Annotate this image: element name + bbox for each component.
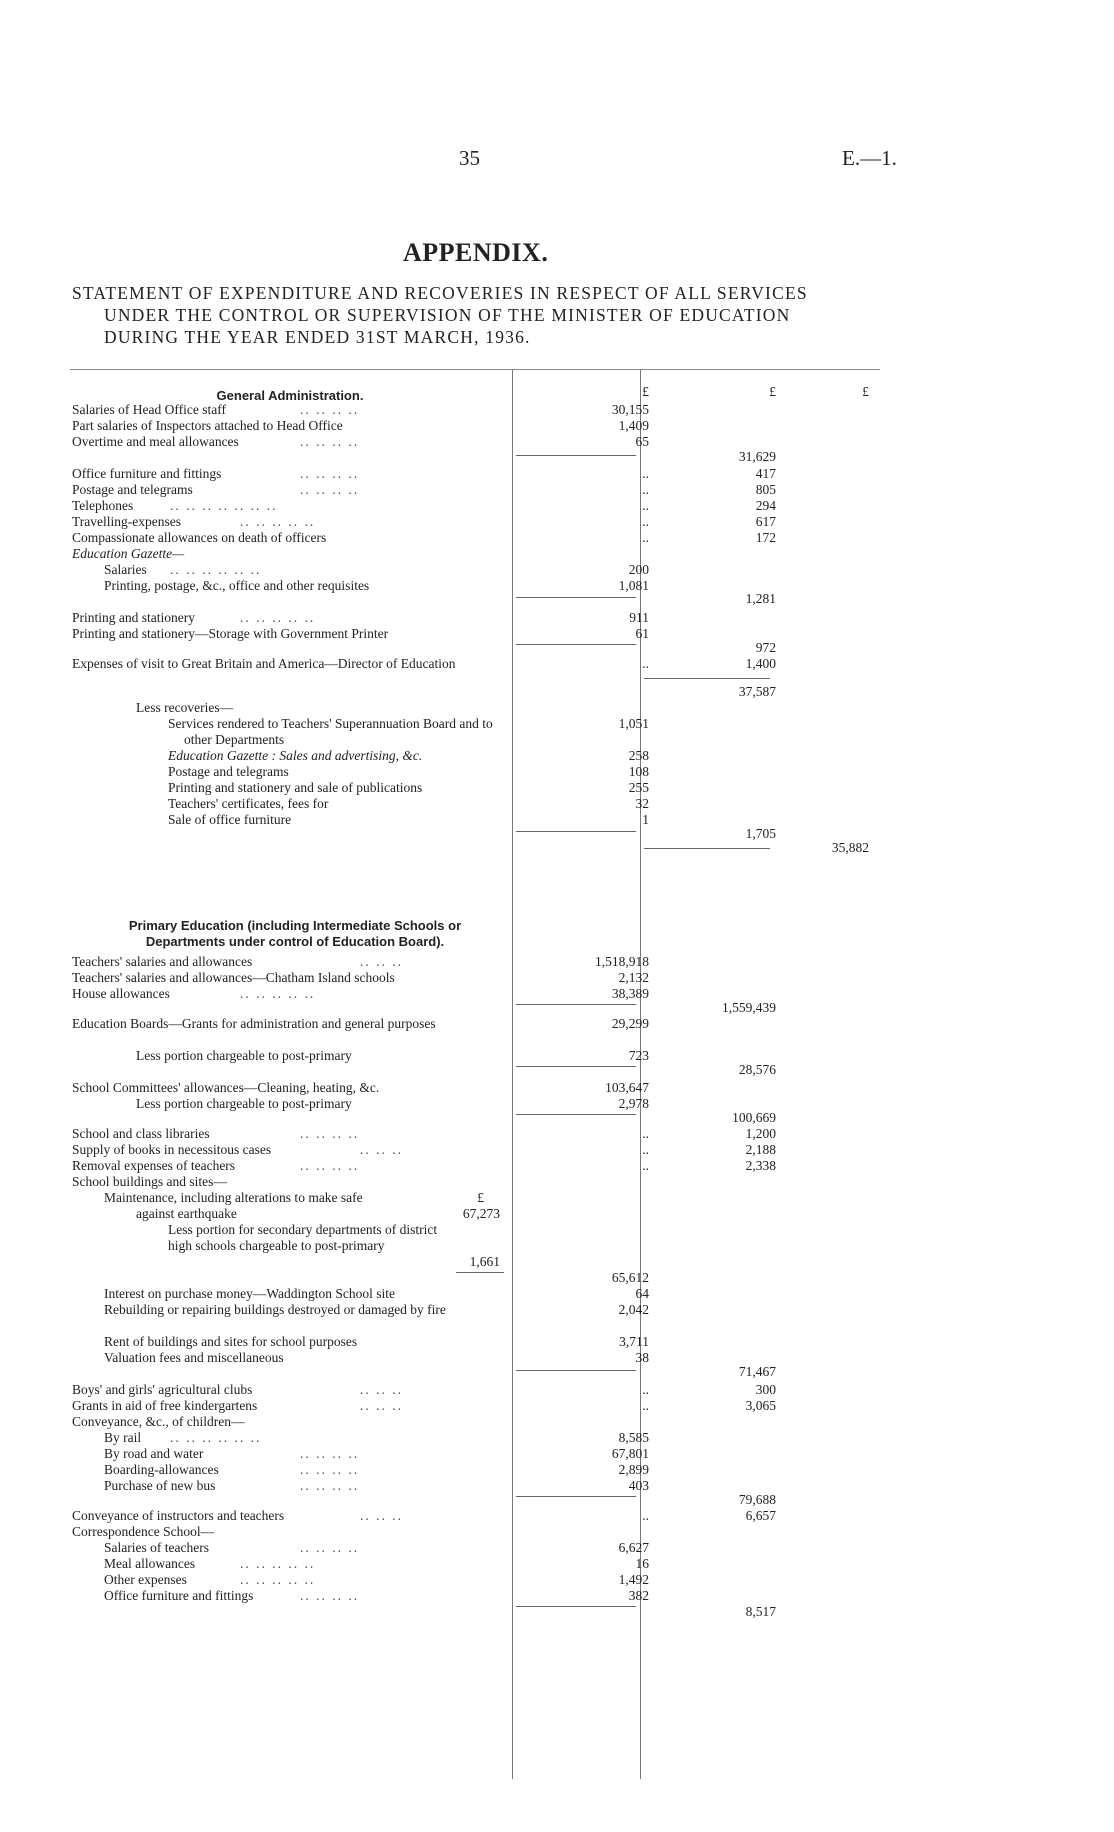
value-agricultural-clubs-c1: ..	[642, 1382, 649, 1397]
label-head-office-salaries: Salaries of Head Office staff	[72, 402, 226, 417]
dot-leader: .. .. .. ..	[300, 434, 360, 449]
dot-leader: .. .. .. ..	[300, 466, 360, 481]
subtotal-correspondence: 8,517	[745, 1604, 776, 1619]
value-fire-rebuilding: 2,042	[618, 1302, 649, 1317]
label-superannuation-services: Services rendered to Teachers' Superannuation Board and to other Departments	[168, 716, 493, 747]
dot-leader: .. .. .. ..	[300, 1540, 360, 1555]
label-recovery-publications: Printing and stationery and sale of publications	[168, 780, 423, 795]
dot-leader: .. .. .. ..	[300, 482, 360, 497]
value-committees-allowances: 103,647	[605, 1080, 649, 1095]
page-title: APPENDIX.	[403, 238, 549, 267]
value-new-bus: 403	[628, 1478, 649, 1493]
value-chatham-salaries: 2,132	[618, 970, 649, 985]
value-board-less-post-primary: 723	[628, 1048, 649, 1063]
statement-line-1: STATEMENT OF EXPENDITURE AND RECOVERIES IN RESPECT OF ALL SERVICES	[72, 283, 808, 303]
column-rule-1	[512, 369, 513, 1779]
value-house-allowances: 38,389	[611, 986, 649, 1001]
dot-leader: .. .. .. ..	[300, 402, 360, 417]
label-kindergartens: Grants in aid of free kindergartens	[72, 1398, 258, 1413]
label-board-less-post-primary: Less portion chargeable to post-primary	[136, 1048, 352, 1063]
inner-subtotal-rule	[456, 1272, 504, 1273]
value-travelling: 617	[755, 514, 776, 529]
value-printing-stationery: 911	[629, 610, 649, 625]
subtotal-board-grants: 28,576	[738, 1062, 776, 1077]
label-printing-stationery: Printing and stationery	[72, 610, 195, 625]
dot-leader: .. .. .. .. .. ..	[170, 1430, 262, 1445]
subtotal-rule	[516, 1606, 636, 1607]
value-recovery-postage: 108	[628, 764, 649, 779]
value-kindergartens: 3,065	[745, 1398, 776, 1413]
label-valuation-fees: Valuation fees and miscellaneous	[104, 1350, 284, 1365]
value-committees-less-post-primary: 2,978	[618, 1096, 649, 1111]
label-recovery-certificates: Teachers' certificates, fees for	[168, 796, 329, 811]
section-heading-primary-education: Primary Education (including Intermediate Schools or Departments under control of Education Board).	[128, 918, 462, 949]
value-gazette-salaries: 200	[628, 562, 649, 577]
label-chatham-salaries: Teachers' salaries and allowances—Chatham Island schools	[72, 970, 395, 985]
label-waddington-interest: Interest on purchase money—Waddington School site	[104, 1286, 395, 1301]
subtotal-rule	[516, 831, 636, 832]
currency-head-3: £	[862, 384, 869, 399]
label-cs-other: Other expenses	[104, 1572, 187, 1587]
label-house-allowances: House allowances	[72, 986, 170, 1001]
label-postage: Postage and telegrams	[72, 482, 193, 497]
label-new-bus: Purchase of new bus	[104, 1478, 216, 1493]
value-compassionate: 172	[755, 530, 776, 545]
label-travelling: Travelling-expenses	[72, 514, 181, 529]
label-maintenance: Maintenance, including alterations to make safe	[104, 1190, 363, 1205]
value-gazette-printing: 1,081	[618, 578, 649, 593]
label-teachers-salaries: Teachers' salaries and allowances	[72, 954, 253, 969]
dot-leader: .. .. ..	[360, 1142, 403, 1157]
label-agricultural-clubs: Boys' and girls' agricultural clubs	[72, 1382, 253, 1397]
label-fire-rebuilding: Rebuilding or repairing buildings destroyed or damaged by fire	[104, 1302, 446, 1317]
subtotal-rule	[516, 455, 636, 456]
value-cs-meal: 16	[635, 1556, 649, 1571]
dot-leader: .. .. ..	[360, 1508, 403, 1523]
label-boarding-allowances: Boarding-allowances	[104, 1462, 219, 1477]
label-correspondence-school: Correspondence School—	[72, 1524, 215, 1539]
label-removal-expenses: Removal expenses of teachers	[72, 1158, 236, 1173]
label-conveyance-instructors: Conveyance of instructors and teachers	[72, 1508, 285, 1523]
value-removal-expenses-c1: ..	[642, 1158, 649, 1173]
dot-leader: .. .. .. .. ..	[240, 1556, 316, 1571]
label-rent-buildings: Rent of buildings and sites for school purposes	[104, 1334, 358, 1349]
value-cs-other: 1,492	[618, 1572, 649, 1587]
value-teachers-salaries: 1,518,918	[595, 954, 649, 969]
inner-currency: £	[477, 1190, 484, 1205]
label-conveyance-children: Conveyance, &c., of children—	[72, 1414, 245, 1429]
value-cs-salaries: 6,627	[618, 1540, 649, 1555]
dot-leader: .. .. .. .. ..	[240, 514, 316, 529]
currency-head-2: £	[769, 384, 776, 399]
label-director-visit: Expenses of visit to Great Britain and America—Director of Education	[72, 656, 456, 671]
label-overtime-meal: Overtime and meal allowances	[72, 434, 239, 449]
label-cs-meal: Meal allowances	[104, 1556, 196, 1571]
subtotal-conveyance: 79,688	[738, 1492, 776, 1507]
subtotal-rule	[516, 1066, 636, 1067]
value-travelling-c1: ..	[642, 514, 649, 529]
value-necessitous-books: 2,188	[745, 1142, 776, 1157]
value-telephones: 294	[755, 498, 776, 513]
value-rent-buildings: 3,711	[619, 1334, 649, 1349]
dot-leader: .. .. .. ..	[300, 1462, 360, 1477]
dot-leader: .. .. .. .. ..	[240, 610, 316, 625]
label-school-libraries: School and class libraries	[72, 1126, 210, 1141]
dot-leader: .. .. .. ..	[300, 1588, 360, 1603]
dot-leader: .. .. ..	[360, 1382, 403, 1397]
subtotal-maintenance: 65,612	[611, 1270, 649, 1285]
value-by-rail: 8,585	[618, 1430, 649, 1445]
value-director-visit: 1,400	[745, 656, 776, 671]
dot-leader: .. .. ..	[360, 954, 403, 969]
value-valuation-fees: 38	[635, 1350, 649, 1365]
label-recovery-postage: Postage and telegrams	[168, 764, 289, 779]
label-gazette-printing: Printing, postage, &c., office and other requisites	[104, 578, 370, 593]
total-recoveries: 1,705	[745, 826, 776, 841]
subtotal-teachers: 1,559,439	[722, 1000, 776, 1015]
dot-leader: .. .. .. ..	[300, 1478, 360, 1493]
value-school-libraries: 1,200	[745, 1126, 776, 1141]
label-committees-less-post-primary: Less portion chargeable to post-primary	[136, 1096, 352, 1111]
dot-leader: .. .. .. .. .. ..	[170, 562, 262, 577]
value-printing-storage: 61	[635, 626, 649, 641]
gross-total-rule	[644, 678, 770, 679]
value-school-libraries-c1: ..	[642, 1126, 649, 1141]
dot-leader: .. .. .. .. ..	[240, 986, 316, 1001]
value-waddington-interest: 64	[635, 1286, 649, 1301]
value-recovery-certificates: 32	[635, 796, 649, 811]
section-heading-general-administration: General Administration.	[216, 388, 364, 403]
gross-total-general: 37,587	[738, 684, 776, 699]
value-secondary-departments-less: 1,661	[469, 1254, 500, 1269]
table-top-rule	[70, 369, 880, 370]
value-cs-furniture: 382	[628, 1588, 649, 1603]
subtotal-rule	[516, 644, 636, 645]
value-necessitous-books-c1: ..	[642, 1142, 649, 1157]
value-agricultural-clubs: 300	[755, 1382, 776, 1397]
value-maintenance-earthquake: 67,273	[462, 1206, 500, 1221]
label-less-recoveries: Less recoveries—	[136, 700, 234, 715]
statement-line-3: DURING THE YEAR ENDED 31ST MARCH, 1936.	[104, 327, 531, 347]
value-overtime-meal: 65	[635, 434, 649, 449]
label-gazette-sales: Education Gazette : Sales and advertising, &c.	[168, 748, 423, 763]
dot-leader: .. .. .. ..	[300, 1446, 360, 1461]
label-buildings-sites: School buildings and sites—	[72, 1174, 227, 1189]
currency-head-1: £	[642, 384, 649, 399]
label-inspectors-salaries: Part salaries of Inspectors attached to Head Office	[72, 418, 343, 433]
subtotal-staff: 31,629	[738, 449, 776, 464]
label-committees-allowances: School Committees' allowances—Cleaning, heating, &c.	[72, 1080, 380, 1095]
dot-leader: .. .. ..	[360, 1398, 403, 1413]
value-postage-c1: ..	[642, 482, 649, 497]
label-printing-storage: Printing and stationery—Storage with Government Printer	[72, 626, 389, 641]
value-gazette-sales: 258	[628, 748, 649, 763]
dot-leader: .. .. .. ..	[300, 1158, 360, 1173]
value-postage: 805	[755, 482, 776, 497]
subtotal-rule	[516, 1004, 636, 1005]
subtotal-rule	[516, 1370, 636, 1371]
value-director-visit-c1: ..	[642, 656, 649, 671]
dot-leader: .. .. .. .. .. .. ..	[170, 498, 278, 513]
label-recovery-furniture: Sale of office furniture	[168, 812, 292, 827]
value-head-office-salaries: 30,155	[611, 402, 649, 417]
subtotal-rule	[516, 597, 636, 598]
value-telephones-c1: ..	[642, 498, 649, 513]
label-board-grants: Education Boards—Grants for administration and general purposes	[72, 1016, 436, 1031]
value-inspectors-salaries: 1,409	[618, 418, 649, 433]
label-necessitous-books: Supply of books in necessitous cases	[72, 1142, 272, 1157]
label-cs-furniture: Office furniture and fittings	[104, 1588, 254, 1603]
value-conveyance-instructors: 6,657	[745, 1508, 776, 1523]
subtotal-committees: 100,669	[732, 1110, 776, 1125]
subtotal-printing: 972	[755, 640, 776, 655]
dot-leader: .. .. .. .. ..	[240, 1572, 316, 1587]
value-office-furniture: 417	[755, 466, 776, 481]
label-by-road-water: By road and water	[104, 1446, 204, 1461]
value-removal-expenses: 2,338	[745, 1158, 776, 1173]
label-earthquake: against earthquake	[136, 1206, 237, 1221]
label-office-furniture: Office furniture and fittings	[72, 466, 222, 481]
value-superannuation-services: 1,051	[618, 716, 649, 731]
page-number: 35	[459, 146, 480, 170]
value-by-road-water: 67,801	[611, 1446, 649, 1461]
statement-line-2: UNDER THE CONTROL OR SUPERVISION OF THE MINISTER OF EDUCATION	[104, 305, 791, 325]
subtotal-gazette: 1,281	[745, 591, 776, 606]
value-conveyance-instructors-c1: ..	[642, 1508, 649, 1523]
value-boarding-allowances: 2,899	[618, 1462, 649, 1477]
value-kindergartens-c1: ..	[642, 1398, 649, 1413]
label-cs-salaries: Salaries of teachers	[104, 1540, 209, 1555]
net-total-general-administration: 35,882	[831, 840, 869, 855]
label-education-gazette: Education Gazette—	[72, 546, 185, 561]
label-gazette-salaries: Salaries	[104, 562, 147, 577]
value-recovery-publications: 255	[628, 780, 649, 795]
label-compassionate: Compassionate allowances on death of officers	[72, 530, 327, 545]
subtotal-buildings: 71,467	[738, 1364, 776, 1379]
label-by-rail: By rail	[104, 1430, 142, 1445]
value-recovery-furniture: 1	[642, 812, 649, 827]
net-total-rule	[644, 848, 770, 849]
label-secondary-departments-less: Less portion for secondary departments of district high schools chargeable to post-primary	[168, 1222, 438, 1253]
document-code: E.—1.	[842, 146, 897, 170]
subtotal-rule	[516, 1114, 636, 1115]
label-telephones: Telephones	[72, 498, 134, 513]
value-board-grants: 29,299	[611, 1016, 649, 1031]
dot-leader: .. .. .. ..	[300, 1126, 360, 1141]
subtotal-rule	[516, 1496, 636, 1497]
value-office-furniture-c1: ..	[642, 466, 649, 481]
value-compassionate-c1: ..	[642, 530, 649, 545]
